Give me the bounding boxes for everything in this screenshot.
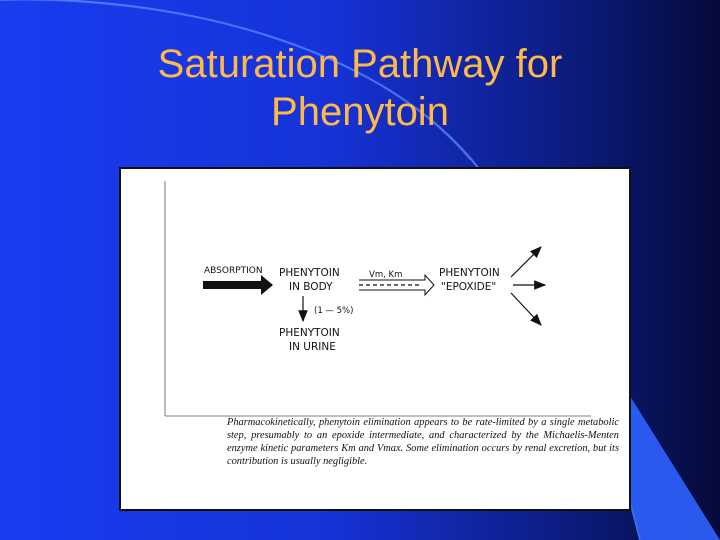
- epoxide-arrow-up: [511, 247, 541, 277]
- title-line-1: Saturation Pathway for: [157, 42, 563, 86]
- figure-panel: [119, 167, 631, 511]
- body-label-line1: PHENYTOIN: [279, 267, 340, 279]
- figure-caption: Pharmacokinetically, phenytoin elimination appears to be rate-limited by a single metabolic step, presumably to an epoxide intermediate, and characterized by the Michaelis-Menten enzyme kinetic parameters Km and Vmax. Some elimination occurs by renal excretion, but its contribution is usually negligible.: [227, 417, 619, 467]
- absorption-arrow-head: [261, 275, 273, 295]
- renal-fraction-label: (1 — 5%): [314, 306, 354, 316]
- title-line-2: Phenytoin: [271, 90, 449, 134]
- slide-title: [0, 40, 720, 136]
- urine-label-line1: PHENYTOIN: [279, 327, 340, 339]
- absorption-label: ABSORPTION: [204, 266, 263, 276]
- body-label-line2: IN BODY: [289, 281, 333, 293]
- epoxide-label-line2: "EPOXIDE": [441, 281, 497, 293]
- epoxide-arrow-down: [511, 293, 541, 325]
- urine-label-line2: IN URINE: [289, 341, 336, 353]
- epoxide-label-line1: PHENYTOIN: [439, 267, 500, 279]
- enzyme-kinetics-label: Vm, Km: [369, 270, 403, 280]
- absorption-arrow-shaft: [203, 281, 261, 289]
